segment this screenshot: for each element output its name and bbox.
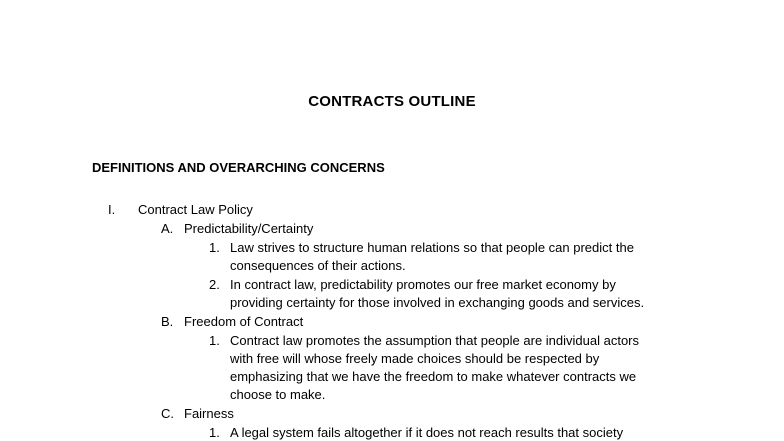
- outline-subheading-fairness: Fairness: [184, 406, 234, 421]
- outline-subheading-predictability: Predictability/Certainty: [184, 221, 314, 236]
- outline-point-line: providing certainty for those involved in exchanging goods and services.: [230, 295, 645, 310]
- outline-heading-contract-law-policy: Contract Law Policy: [138, 202, 253, 217]
- outline-marker-a-2: 2.: [209, 277, 220, 292]
- outline-marker-c: C.: [161, 406, 174, 421]
- outline-point-line: consequences of their actions.: [230, 258, 406, 273]
- section-heading: DEFINITIONS AND OVERARCHING CONCERNS: [92, 160, 385, 175]
- outline-marker-b: B.: [161, 314, 174, 329]
- outline-subheading-freedom-of-contract: Freedom of Contract: [184, 314, 304, 329]
- outline-marker-roman: I.: [108, 202, 116, 217]
- outline-point-line: emphasizing that we have the freedom to make whatever contracts we: [230, 369, 637, 384]
- outline-marker-a: A.: [161, 221, 174, 236]
- outline-marker-a-1: 1.: [209, 240, 220, 255]
- outline-point-line: In contract law, predictability promotes our free market economy by: [230, 277, 616, 292]
- outline-point-line: with free will whose freely made choices should be respected by: [230, 351, 600, 366]
- outline-marker-c-1: 1.: [209, 425, 220, 440]
- outline-point-line: A legal system fails altogether if it does not reach results that society: [230, 425, 624, 440]
- outline-point-line: Law strives to structure human relations so that people can predict the: [230, 240, 634, 255]
- outline-point-line: choose to make.: [230, 387, 326, 402]
- outline-marker-b-1: 1.: [209, 333, 220, 348]
- document-title: CONTRACTS OUTLINE: [308, 93, 476, 110]
- outline-point-line: Contract law promotes the assumption that people are individual actors: [230, 333, 639, 348]
